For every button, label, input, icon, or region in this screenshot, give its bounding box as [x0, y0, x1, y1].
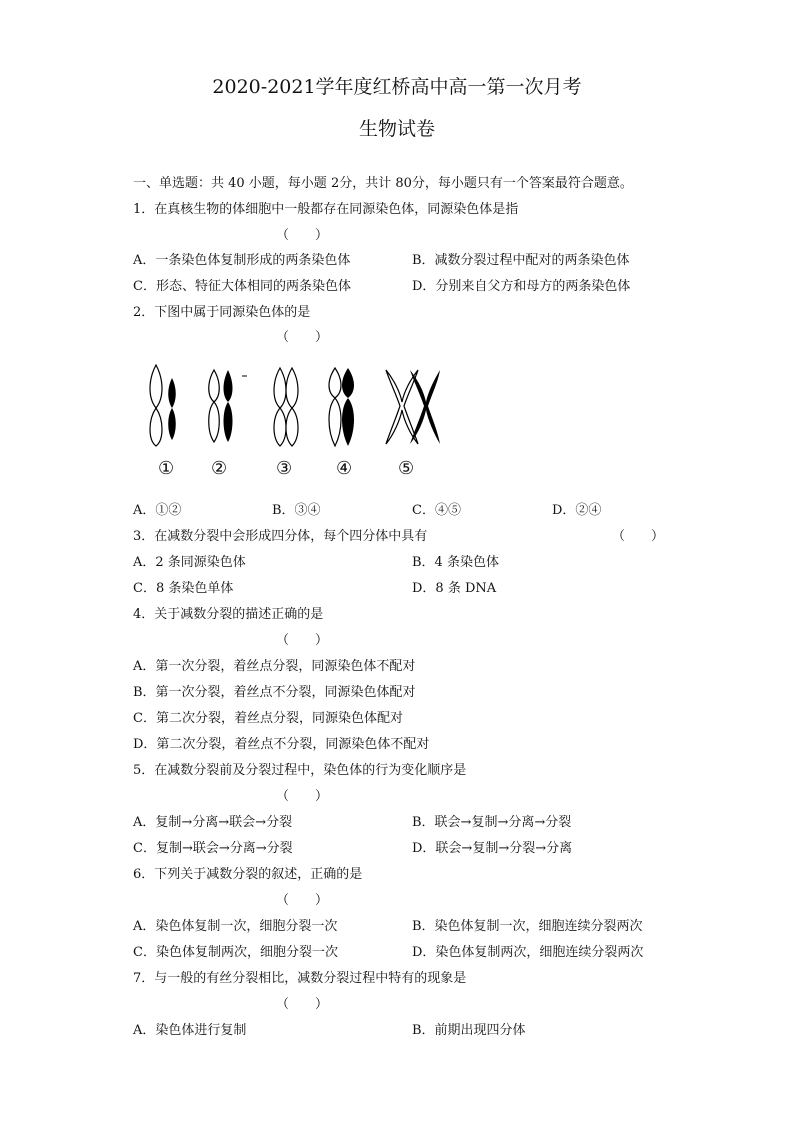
question-3-option-d: D．8 条 DNA: [412, 581, 497, 596]
question-2-stem: 2．下图中属于同源染色体的是: [133, 305, 311, 320]
question-4-option-b: B．第一次分裂，着丝点不分裂，同源染色体配对: [133, 685, 416, 700]
question-5-option-b: B．联会→复制→分离→分裂: [412, 815, 572, 830]
question-2-option-d: D．②④: [552, 503, 602, 518]
question-6-option-d: D．染色体复制两次，细胞连续分裂两次: [412, 945, 644, 960]
question-3-option-b: B．4 条染色体: [412, 555, 499, 570]
question-1-option-a: A．一条染色体复制形成的两条染色体: [133, 253, 351, 268]
question-5-option-c: C．复制→联会→分离→分裂: [133, 841, 293, 856]
question-3-option-a: A．2 条同源染色体: [133, 555, 246, 570]
question-2-option-b: B．③④: [272, 503, 321, 518]
question-2-option-c: C．④⑤: [412, 503, 461, 518]
question-3-option-c: C．8 条染色单体: [133, 581, 234, 596]
question-2-answer-blank: （ ）: [276, 330, 329, 345]
question-7-option-a: A．染色体进行复制: [133, 1023, 247, 1038]
exam-subtitle: 生物试卷: [358, 118, 435, 140]
question-1-answer-blank: （ ）: [276, 228, 329, 243]
question-7-stem: 7．与一般的有丝分裂相比，减数分裂过程中特有的现象是: [133, 971, 467, 986]
question-7-answer-blank: （ ）: [276, 997, 329, 1012]
figure-label-4: ④: [336, 458, 353, 479]
question-3-stem: 3．在减数分裂中会形成四分体，每个四分体中具有: [133, 529, 428, 544]
chromosome-pair-3: [274, 368, 298, 446]
question-4-option-c: C．第二次分裂，着丝点分裂，同源染色体配对: [133, 711, 403, 726]
question-7-option-b: B．前期出现四分体: [412, 1023, 526, 1038]
question-6-answer-blank: （ ）: [276, 893, 329, 908]
question-5-stem: 5．在减数分裂前及分裂过程中，染色体的行为变化顺序是: [133, 763, 467, 778]
question-5-answer-blank: （ ）: [276, 789, 329, 804]
chromosome-pair-2: [209, 370, 247, 442]
question-6-option-b: B．染色体复制一次，细胞连续分裂两次: [412, 919, 643, 934]
chromosome-pair-5: [386, 370, 440, 444]
question-6-stem: 6．下列关于减数分裂的叙述，正确的是: [133, 867, 363, 882]
figure-label-5: ⑤: [398, 458, 415, 479]
question-6-option-a: A．染色体复制一次，细胞分裂一次: [133, 919, 338, 934]
question-4-option-d: D．第二次分裂，着丝点不分裂，同源染色体不配对: [133, 737, 430, 752]
question-6-option-c: C．染色体复制两次，细胞分裂一次: [133, 945, 338, 960]
chromosome-pair-4: [329, 368, 354, 446]
question-1-option-b: B．减数分裂过程中配对的两条染色体: [412, 253, 630, 268]
exam-title: 2020-2021学年度红桥高中高一第一次月考: [212, 76, 582, 98]
figure-label-3: ③: [276, 458, 293, 479]
figure-label-2: ②: [211, 458, 228, 479]
question-1-stem: 1．在真核生物的体细胞中一般都存在同源染色体，同源染色体是指: [133, 202, 519, 217]
question-2-option-a: A．①②: [133, 503, 182, 518]
question-1-option-c: C．形态、特征大体相同的两条染色体: [133, 279, 351, 294]
question-5-option-a: A．复制→分离→联会→分裂: [133, 815, 293, 830]
question-4-answer-blank: （ ）: [276, 633, 329, 648]
question-3-answer-blank: （ ）: [612, 529, 665, 544]
figure-label-1: ①: [158, 458, 175, 479]
question-4-option-a: A．第一次分裂，着丝点分裂，同源染色体不配对: [133, 659, 416, 674]
question-5-option-d: D．联会→复制→分裂→分离: [412, 841, 573, 856]
section-heading: 一、单选题：共 40 小题，每小题 2分，共计 80分，每小题只有一个答案最符合题意。: [133, 176, 633, 191]
chromosome-pair-1: [150, 365, 176, 446]
question-1-option-d: D．分别来自父方和母方的两条染色体: [412, 279, 631, 294]
question-4-stem: 4．关于减数分裂的描述正确的是: [133, 607, 324, 622]
